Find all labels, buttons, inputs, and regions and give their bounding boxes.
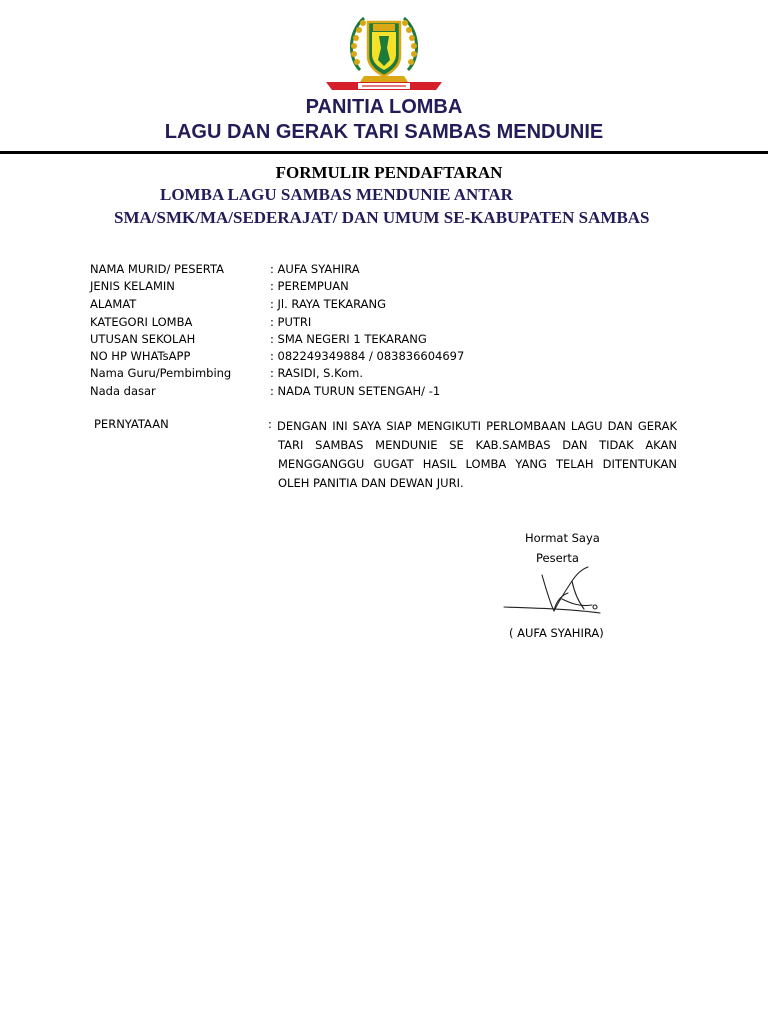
field-value: : AUFA SYAHIRA — [270, 262, 360, 276]
field-label: ALAMAT — [90, 297, 137, 311]
signature-role: Peserta — [536, 551, 579, 565]
field-label: KATEGORI LOMBA — [90, 315, 193, 329]
field-value: : Jl. RAYA TEKARANG — [270, 297, 386, 311]
field-label: UTUSAN SEKOLAH — [90, 332, 196, 346]
competition-line-2: SMA/SMK/MA/SEDERAJAT/ DAN UMUM SE-KABUPATEN SAMBAS — [114, 208, 650, 227]
field-label: Nada dasar — [90, 384, 156, 398]
field-label: JENIS KELAMIN — [90, 279, 175, 293]
field-label: Nama Guru/Pembimbing — [90, 366, 232, 380]
field-label: NAMA MURID/ PESERTA — [90, 262, 224, 276]
field-value: : 082249349884 / 083836604697 — [270, 349, 465, 363]
signature-name: ( AUFA SYAHIRA) — [509, 626, 604, 640]
statement-label: PERNYATAAN — [94, 417, 169, 431]
competition-line-1: LOMBA LAGU SAMBAS MENDUNIE ANTAR — [160, 185, 513, 204]
field-value: : PUTRI — [270, 315, 312, 329]
event-title: LAGU DAN GERAK TARI SAMBAS MENDUNIE — [164, 121, 604, 143]
organizer-title: PANITIA LOMBA — [305, 96, 463, 118]
handwritten-signature-icon — [502, 565, 612, 625]
field-value: : RASIDI, S.Kom. — [270, 366, 363, 380]
form-title: FORMULIR PENDAFTARAN — [275, 163, 503, 182]
signature-closing: Hormat Saya — [525, 531, 600, 545]
statement-text: DENGAN INI SAYA SIAP MENGIKUTI PERLOMBAAN LAGU DAN GERAK TARI SAMBAS MENDUNIE SE KAB.SAMBAS DAN TIDAK AKAN MENGGANGGU GUGAT HASIL LOMBA YANG TELAH DITENTUKAN OLEH PANITIA DAN DEWAN JURI. — [277, 419, 677, 490]
header-divider — [0, 151, 768, 154]
statement-colon: : — [268, 417, 272, 431]
field-label: NO HP WHATsAPP — [90, 349, 191, 363]
field-value: : PEREMPUAN — [270, 279, 349, 293]
field-value: : SMA NEGERI 1 TEKARANG — [270, 332, 427, 346]
sambas-emblem-icon — [324, 10, 444, 92]
field-value: : NADA TURUN SETENGAH/ -1 — [270, 384, 441, 398]
